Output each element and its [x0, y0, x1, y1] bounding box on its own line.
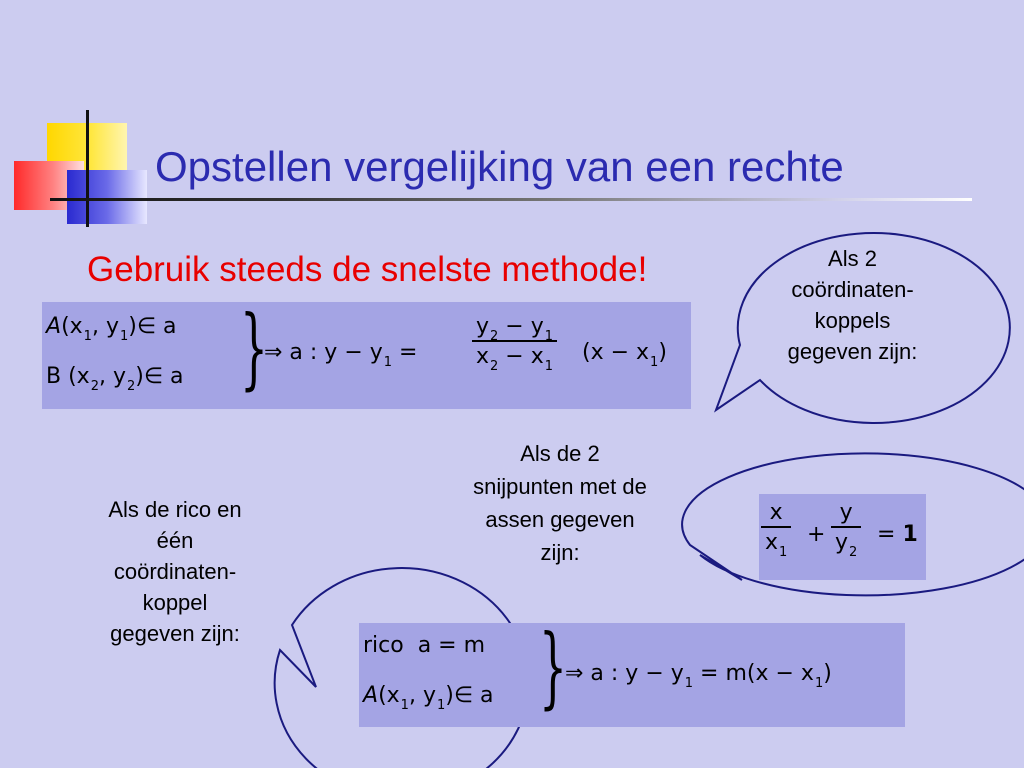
formula-brace: }: [539, 615, 567, 718]
bubble-line: gegeven zijn:: [787, 339, 918, 364]
bubble-line: één: [156, 528, 194, 553]
formula-x-term: $(x - x_1)$: [582, 340, 667, 370]
bubble-line: snijpunten met de: [473, 474, 647, 499]
formula-point-a2: $A(x_1$, $y_1)\in$ a: [363, 683, 494, 713]
slide-title: Opstellen vergelijking van een rechte: [155, 143, 844, 190]
formula-point-a: $A(x_1$, $y_1)\in$ a: [46, 314, 177, 344]
bubble-line: koppel: [142, 590, 208, 615]
formula-equals-one: = 1: [877, 522, 918, 547]
bubble-line: gegeven zijn:: [110, 621, 240, 646]
bubble-line: zijn:: [540, 540, 580, 565]
bubble-intercepts-text: [430, 437, 690, 569]
slide-subtitle: Gebruik steeds de snelste methode!: [87, 250, 648, 289]
bubble-slope-point-text: [70, 494, 280, 649]
formula-two-points: [42, 296, 691, 409]
formula-plus: +: [807, 522, 826, 547]
formula-two-points-rhs: ⇒ a : $y - y_1$ =: [264, 340, 418, 370]
formula-slope-fraction: $\frac{y_2 - y_1}{x_2 - x_1}$: [472, 316, 557, 368]
formula-y-fraction: $\frac{y}{y_2}$: [831, 502, 861, 554]
formula-slope-point-rhs: ⇒ a : $y - y_1 = m(x - x_1)$: [565, 661, 832, 691]
formula-point-b: B ($x_2$, $y_2)\in$ a: [46, 364, 184, 394]
bubble-line: coördinaten-: [113, 559, 237, 584]
bubble-line: coördinaten-: [791, 277, 914, 302]
bubble-line: Als de 2: [520, 441, 600, 466]
formula-brace: }: [240, 296, 268, 399]
bubble-two-points-text: [745, 243, 960, 367]
bubble-line: Als de rico en: [108, 497, 242, 522]
formula-rico: rico a = m: [363, 633, 486, 658]
formula-x-fraction: $\frac{x}{x_1}$: [761, 502, 791, 554]
formula-intercepts: [759, 494, 926, 580]
formula-slope-point: [359, 615, 905, 727]
bubble-line: assen gegeven: [485, 507, 635, 532]
bubble-line: koppels: [814, 308, 891, 333]
bubble-line: Als 2: [828, 246, 877, 271]
